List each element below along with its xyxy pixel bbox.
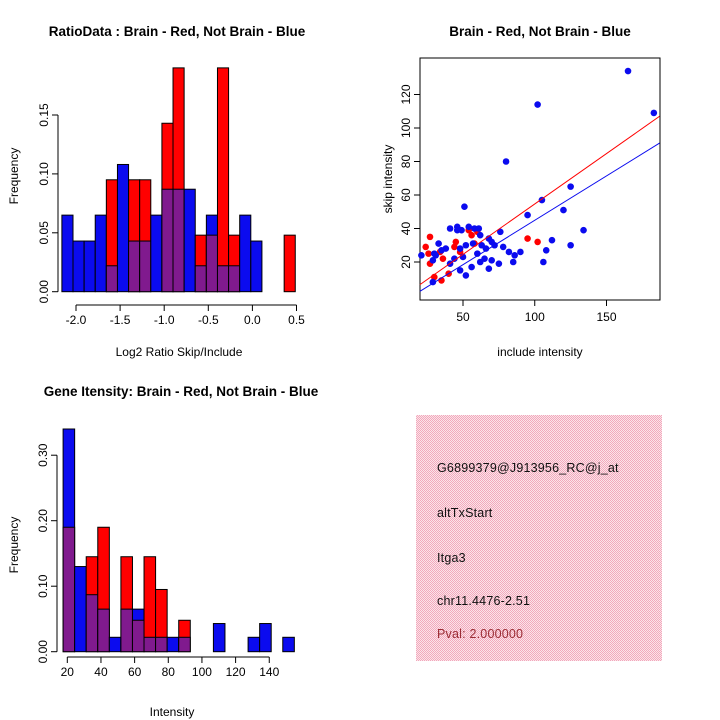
hist-bar (62, 215, 73, 292)
x-tick-label: 100 (191, 665, 212, 679)
x-axis (66, 305, 306, 327)
scatter-point (454, 227, 461, 234)
y-tick-label: 60 (399, 188, 413, 202)
x-axis (456, 300, 617, 324)
x-tick-label: -1.5 (109, 313, 131, 327)
panel-title: Brain - Red, Not Brain - Blue (449, 24, 631, 39)
x-tick-label: 0.5 (288, 313, 305, 327)
hist-bar (260, 624, 272, 652)
x-tick-label: 100 (524, 310, 545, 324)
scatter-point (447, 225, 454, 232)
ratio-histogram-panel (7, 24, 306, 359)
hist-bar (73, 241, 84, 292)
x-tick-label: 40 (94, 665, 108, 679)
y-tick-label: 0.00 (37, 280, 51, 304)
locus-text: chr11.4476-2.51 (437, 594, 531, 608)
scatter-point (517, 249, 524, 256)
hist-bar (84, 241, 95, 292)
y-tick-label: 0.10 (37, 162, 51, 186)
scatter-point (468, 264, 475, 271)
scatter-point (463, 242, 470, 249)
scatter-point (540, 259, 547, 266)
hist-bar (63, 527, 75, 651)
hist-bar (184, 189, 195, 291)
scatter-point (560, 207, 567, 214)
hist-bar (167, 637, 179, 651)
x-tick-label: 120 (225, 665, 246, 679)
y-tick-label: 0.00 (36, 640, 50, 664)
scatter-point (463, 272, 470, 279)
scatter-point (496, 260, 503, 267)
scatter-point (435, 240, 442, 247)
x-tick-label: 140 (259, 665, 280, 679)
y-axis-label: skip intensity (381, 144, 395, 214)
scatter-point (486, 265, 493, 272)
scatter-point (465, 224, 472, 231)
x-axis-label: Log2 Ratio Skip/Include (115, 345, 243, 359)
plot-box (420, 58, 660, 300)
scatter-point (534, 239, 541, 246)
hist-bar (283, 637, 295, 651)
not-brain-fit-line (420, 143, 660, 291)
x-tick-label: 50 (456, 310, 470, 324)
hist-bar (217, 266, 228, 292)
y-tick-label: 0.10 (36, 574, 50, 598)
y-tick-label: 120 (399, 84, 413, 105)
scatter-point (477, 259, 484, 266)
scatter-point (461, 203, 468, 210)
scatter-point (430, 257, 437, 264)
x-axis-label: Intensity (149, 705, 195, 719)
scatter-point (506, 249, 513, 256)
scatter-point (625, 68, 632, 75)
x-tick-label: 20 (60, 665, 74, 679)
info-panel (416, 415, 662, 661)
scatter-point (510, 259, 517, 266)
scatter-point (503, 158, 510, 165)
y-tick-label: 0.05 (37, 221, 51, 245)
scatter-point (567, 242, 574, 249)
x-tick-label: 80 (161, 665, 175, 679)
scatter-point (524, 212, 531, 219)
scatter-point (477, 232, 484, 239)
hist-bar (206, 235, 217, 292)
scatter-point (440, 255, 447, 262)
panel-title: RatioData : Brain - Red, Not Brain - Blue (48, 24, 306, 39)
scatter-point (438, 247, 445, 254)
intensity-scatter-panel (381, 24, 660, 359)
hist-bar (121, 609, 133, 652)
scatter-point (457, 245, 464, 252)
hist-bar (106, 266, 117, 292)
hist-bar (173, 189, 184, 291)
y-axis-label: Frequency (7, 516, 21, 574)
y-axis (399, 84, 420, 269)
scatter-point (427, 234, 434, 241)
y-axis-label: Frequency (7, 147, 21, 205)
hist-bar (132, 620, 144, 651)
hist-bar (248, 637, 260, 651)
y-axis (36, 443, 57, 663)
scatter-point (524, 235, 531, 242)
hist-bar (86, 595, 98, 652)
hist-bar (140, 241, 151, 292)
panel-title: Gene Itensity: Brain - Red, Not Brain - Blue (43, 384, 319, 399)
y-tick-label: 20 (399, 255, 413, 269)
scatter-point (549, 237, 556, 244)
y-tick-label: 80 (399, 154, 413, 169)
scatter-point (475, 225, 482, 232)
hist-bar (109, 637, 121, 651)
hist-bar (251, 241, 262, 292)
event-type-text: altTxStart (437, 506, 493, 520)
x-tick-label: 150 (596, 310, 617, 324)
hist-bar (162, 189, 173, 291)
scatter-point (422, 244, 429, 251)
hist-bar (129, 241, 140, 292)
x-tick-label: 60 (127, 665, 142, 679)
probe-id-text: G6899379@J913956_RC@j_at (437, 461, 619, 475)
x-axis-label: include intensity (497, 345, 583, 359)
y-tick-label: 0.15 (37, 103, 51, 127)
x-tick-label: -2.0 (65, 313, 87, 327)
scatter-point (453, 239, 460, 246)
hist-bar (240, 215, 251, 292)
hist-bar (144, 637, 156, 651)
hist-bar (75, 567, 87, 652)
y-tick-label: 100 (399, 117, 413, 139)
hist-bar (156, 637, 168, 651)
hist-bar (195, 266, 206, 292)
y-axis (37, 103, 58, 303)
scatter-point (511, 252, 518, 259)
scatter-point (418, 252, 425, 259)
scatter-point (468, 232, 475, 239)
x-tick-label: -0.5 (197, 313, 219, 327)
hist-bar (213, 624, 225, 652)
gene-intensity-histogram-panel (7, 384, 319, 719)
y-tick-label: 40 (399, 221, 413, 236)
hist-bar (151, 215, 162, 292)
x-axis (61, 657, 280, 679)
y-tick-label: 0.20 (36, 509, 50, 533)
hist-bar (95, 215, 106, 292)
hist-bar (217, 68, 228, 292)
x-tick-label: 0.0 (244, 313, 261, 327)
hist-bar (229, 266, 240, 292)
pval-text: Pval: 2.000000 (437, 627, 524, 641)
scatter-series (418, 68, 657, 286)
x-tick-label: -1.0 (153, 313, 175, 327)
scatter-point (500, 244, 507, 251)
scatter-point (580, 227, 587, 234)
scatter-point (534, 101, 541, 108)
hist-bar (179, 637, 191, 651)
scatter-point (543, 247, 550, 254)
hist-bar (98, 609, 110, 652)
hist-bar (117, 164, 128, 291)
scatter-point (651, 110, 658, 117)
scatter-point (425, 250, 432, 257)
gene-name-text: Itga3 (437, 551, 466, 565)
brain-fit-line (420, 116, 660, 284)
scatter-point (488, 257, 495, 264)
scatter-point (567, 183, 574, 190)
hist-bar (284, 235, 295, 292)
y-tick-label: 0.30 (36, 443, 50, 467)
